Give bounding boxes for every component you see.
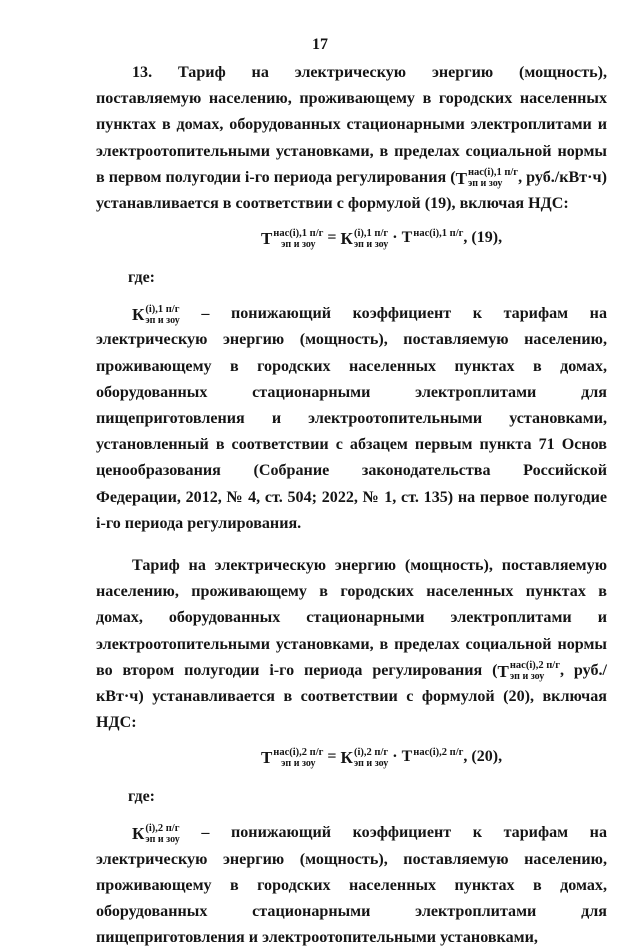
math-symbol: Т нас(i),1 п/г эп и зоу (455, 167, 519, 190)
coefficient-definition-2: К (i),2 п/г эп и зоу – понижающий коэффициент к тарифам на электрическую энергию (мощность), поставляемую населению, проживающему в городских населенных пунктах в домах, оборудованных стационарными электроплитами для пищеприготовления и электроотопительными установками, (96, 822, 607, 947)
math-symbol: нас(i),1 п/г (413, 227, 464, 239)
coefficient-definition-1: К (i),1 п/г эп и зоу – понижающий коэффициент к тарифам на электрическую энергию (мощность), поставляемую населению, проживающему в городских населенных пунктах в домах, оборудованных стационарными электроплитами для пищеприготовления и электроотопительными установками, установленный в соответствии с абзацем первым пункта 71 Основ ценообразования (Собрание законодательства Российской Федерации, 2012, № 4, ст. 504; 2022, № 1, ст. 135) на первое полугодие i-го периода регулирования. (96, 303, 607, 532)
where-label-2: где: (128, 788, 155, 806)
formula-20: Т нас(i),2 п/г эп и зоу = К (i),2 п/г эп и зоу · Т нас(i),2 п/г , (20), (260, 746, 503, 769)
section-13-paragraph: 13. Тариф на электрическую энергию (мощность), поставляемую населению, проживающему в городских населенных пунктах в домах, оборудованных стационарными электроплитами и электроотопительными установками, в пределах социальной нормы в первом полугодии i-го периода регулирования ( Т нас(i),1 п/г эп и зоу , руб./кВт·ч) устанавливается в соответствии с формулой (19), включая НДС: (96, 64, 607, 213)
page-number: 17 (312, 36, 328, 53)
math-symbol: К (i),2 п/г эп и зоу (132, 822, 180, 845)
document-body (96, 60, 607, 951)
where-label-1: где: (128, 269, 155, 287)
math-symbol: Т нас(i),2 п/г эп и зоу (260, 746, 324, 769)
math-symbol: К (i),1 п/г эп и зоу (340, 227, 389, 250)
math-symbol: Т нас(i),2 п/г эп и зоу (497, 660, 560, 683)
math-symbol: К (i),2 п/г эп и зоу (340, 746, 389, 769)
math-symbol: К (i),1 п/г эп и зоу (132, 303, 180, 326)
math-symbol: Т нас(i),1 п/г эп и зоу (260, 227, 324, 250)
formula-19: Т нас(i),1 п/г эп и зоу = К (i),1 п/г эп и зоу · Т нас(i),1 п/г , (19), (260, 227, 503, 250)
second-half-paragraph: Тариф на электрическую энергию (мощность), поставляемую населению, проживающему в городских населенных пунктах в домах, оборудованных стационарными электроплитами и электроотопительными установками, в пределах социальной нормы во втором полугодии i-го периода регулирования ( Т нас(i),2 п/г эп и зоу , руб./кВт·ч) устанавливается в соответствии с формулой (20), включая НДС: (96, 557, 607, 732)
math-symbol: нас(i),2 п/г (413, 746, 464, 758)
